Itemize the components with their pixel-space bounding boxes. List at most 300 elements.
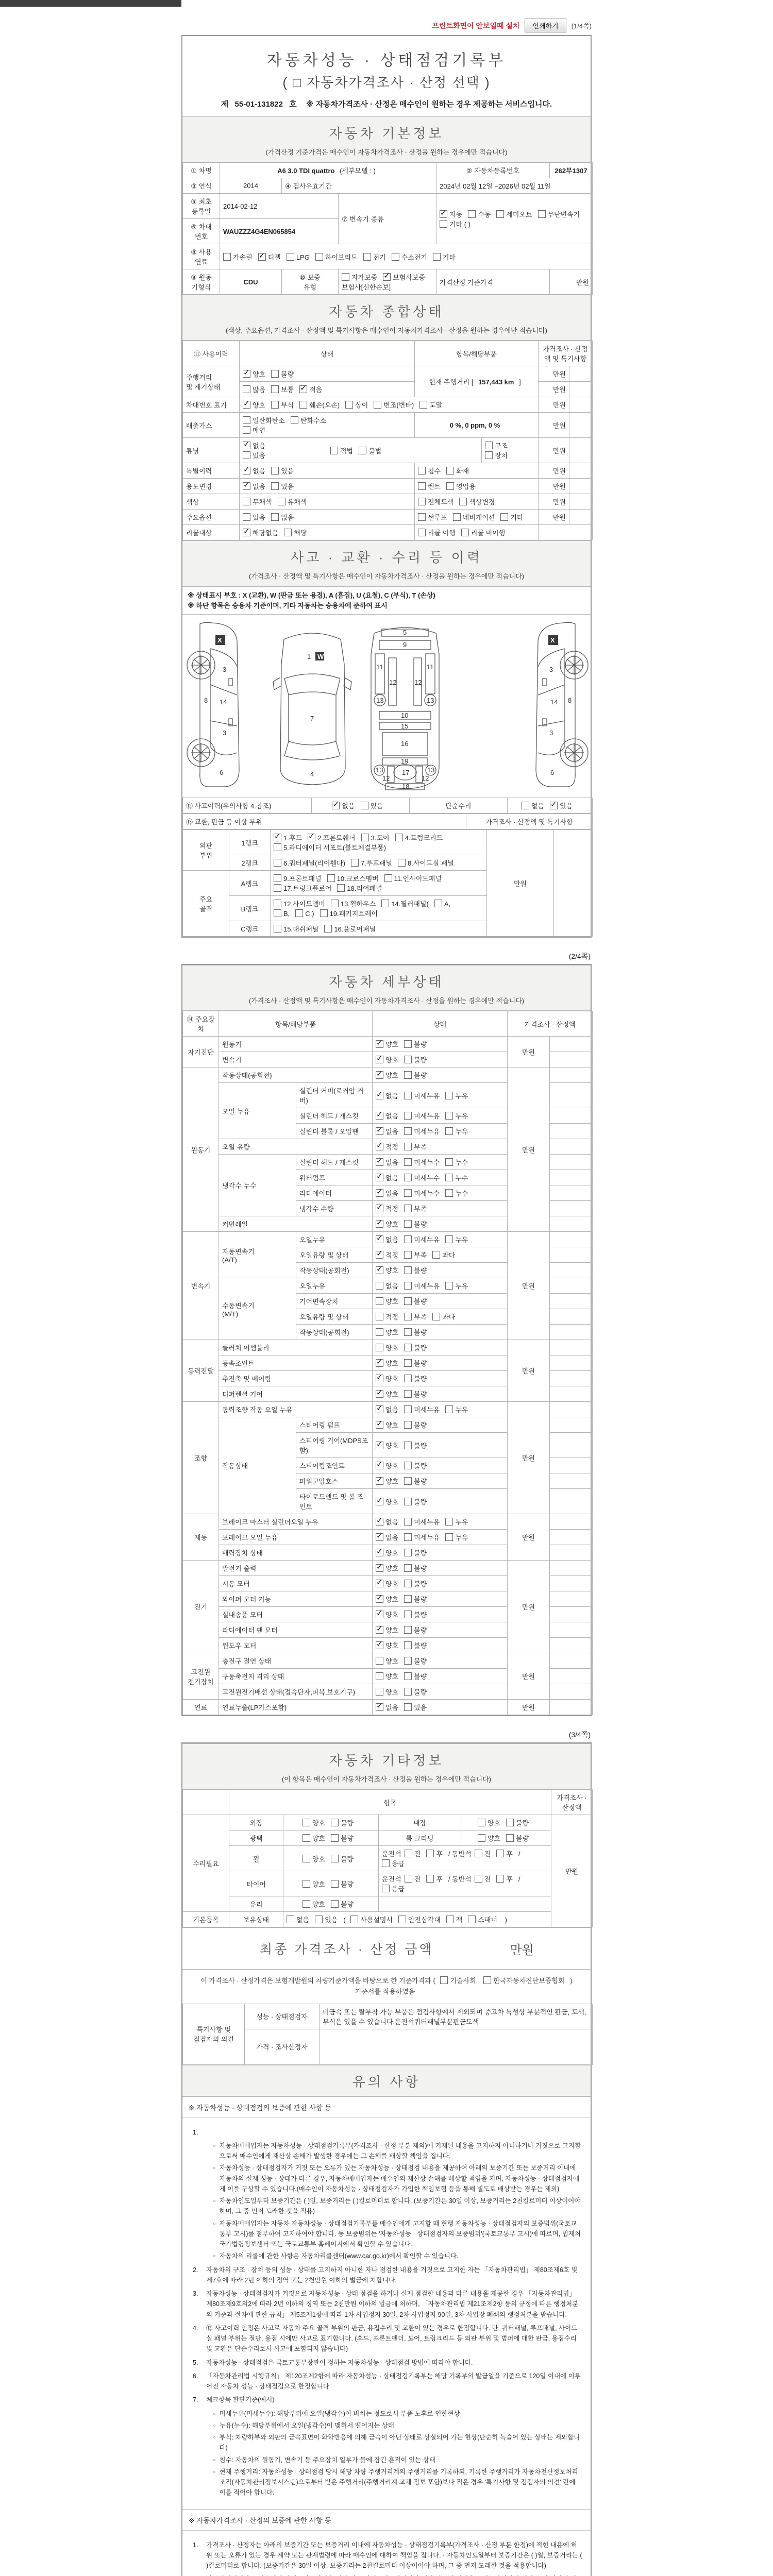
print-install-notice[interactable]: 프린트화면이 안보일때 설치 (432, 21, 520, 30)
checkbox-icon[interactable] (404, 1421, 412, 1429)
checkbox-checked-icon[interactable] (243, 529, 250, 536)
checkbox-option[interactable] (418, 466, 441, 476)
checkbox-option[interactable] (440, 209, 462, 219)
checkbox-icon[interactable] (506, 1834, 514, 1842)
checkbox-icon[interactable] (404, 1518, 412, 1526)
checkbox-option[interactable] (376, 1404, 398, 1414)
checkbox-icon[interactable] (398, 859, 406, 867)
checkbox-option[interactable] (445, 1157, 468, 1167)
checkbox-option[interactable] (404, 1579, 427, 1588)
checkbox-option[interactable] (496, 1874, 513, 1884)
checkbox-checked-icon[interactable] (376, 1442, 383, 1449)
checkbox-checked-icon[interactable] (376, 1359, 383, 1367)
checkbox-checked-icon[interactable] (440, 210, 447, 218)
checkbox-checked-icon[interactable] (550, 802, 558, 809)
checkbox-option[interactable] (426, 1874, 443, 1884)
checkbox-icon[interactable] (483, 1976, 491, 1984)
checkbox-icon[interactable] (445, 1092, 453, 1099)
checkbox-checked-icon[interactable] (376, 1641, 383, 1649)
checkbox-option[interactable] (376, 1039, 398, 1049)
checkbox-option[interactable] (404, 1461, 427, 1470)
checkbox-checked-icon[interactable] (376, 1580, 383, 1587)
checkbox-option[interactable] (274, 873, 322, 883)
checkbox-option[interactable] (376, 1173, 398, 1182)
checkbox-option[interactable] (418, 512, 447, 522)
checkbox-option[interactable] (446, 481, 476, 491)
checkbox-option[interactable] (376, 1250, 398, 1260)
checkbox-icon[interactable] (404, 1127, 412, 1135)
checkbox-option[interactable] (376, 1374, 398, 1383)
checkbox-option[interactable] (445, 1111, 468, 1121)
checkbox-option[interactable] (376, 1204, 398, 1213)
checkbox-icon[interactable] (445, 1112, 453, 1120)
checkbox-option[interactable] (243, 425, 265, 435)
checkbox-icon[interactable] (320, 909, 328, 917)
checkbox-option[interactable] (404, 1188, 440, 1198)
checkbox-option[interactable] (361, 833, 390, 842)
checkbox-option[interactable] (374, 400, 414, 410)
checkbox-option[interactable] (404, 1640, 427, 1650)
checkbox-option[interactable] (404, 1039, 427, 1049)
checkbox-option[interactable] (376, 1389, 398, 1399)
checkbox-option[interactable] (445, 1404, 468, 1414)
checkbox-icon[interactable] (404, 1112, 412, 1120)
checkbox-checked-icon[interactable] (376, 1158, 383, 1166)
checkbox-icon[interactable] (303, 1880, 310, 1888)
checkbox-icon[interactable] (382, 1859, 390, 1867)
checkbox-icon[interactable] (404, 1174, 412, 1181)
checkbox-icon[interactable] (404, 1220, 412, 1228)
checkbox-icon[interactable] (271, 385, 279, 393)
checkbox-option[interactable] (303, 1854, 325, 1863)
checkbox-icon[interactable] (324, 925, 332, 933)
checkbox-option[interactable] (376, 1188, 398, 1198)
checkbox-option[interactable] (376, 1157, 398, 1167)
checkbox-icon[interactable] (376, 1297, 383, 1305)
checkbox-option[interactable] (398, 1914, 441, 1924)
checkbox-checked-icon[interactable] (376, 1477, 383, 1485)
checkbox-option[interactable] (295, 909, 314, 918)
checkbox-option[interactable] (445, 1091, 468, 1100)
checkbox-checked-icon[interactable] (299, 385, 307, 393)
checkbox-checked-icon[interactable] (376, 1205, 383, 1212)
checkbox-option[interactable] (404, 1687, 427, 1697)
checkbox-option[interactable] (376, 1671, 398, 1681)
checkbox-option[interactable] (404, 1671, 427, 1681)
checkbox-option[interactable] (405, 1849, 421, 1858)
checkbox-icon[interactable] (404, 1390, 412, 1398)
checkbox-option[interactable] (376, 1126, 398, 1136)
checkbox-icon[interactable] (404, 1071, 412, 1079)
checkbox-icon[interactable] (315, 253, 323, 261)
checkbox-option[interactable] (433, 252, 456, 262)
checkbox-option[interactable] (376, 1476, 398, 1486)
checkbox-option[interactable] (404, 1594, 427, 1604)
checkbox-option[interactable] (303, 1833, 325, 1843)
checkbox-option[interactable] (363, 252, 386, 262)
checkbox-option[interactable] (284, 528, 307, 537)
checkbox-option[interactable] (376, 1497, 398, 1506)
checkbox-icon[interactable] (291, 416, 298, 424)
checkbox-option[interactable] (243, 466, 265, 476)
checkbox-icon[interactable] (359, 447, 366, 454)
checkbox-checked-icon[interactable] (376, 1071, 383, 1079)
checkbox-icon[interactable] (271, 401, 279, 409)
checkbox-checked-icon[interactable] (376, 1143, 383, 1150)
checkbox-icon[interactable] (445, 1174, 453, 1181)
checkbox-option[interactable] (500, 512, 523, 522)
checkbox-checked-icon[interactable] (243, 482, 250, 490)
checkbox-option[interactable] (445, 1188, 468, 1198)
checkbox-icon[interactable] (468, 1916, 476, 1923)
checkbox-option[interactable] (331, 1854, 354, 1863)
checkbox-option[interactable] (243, 497, 272, 506)
checkbox-option[interactable] (376, 1265, 398, 1275)
checkbox-icon[interactable] (404, 1282, 412, 1290)
checkbox-icon[interactable] (496, 210, 504, 218)
checkbox-icon[interactable] (404, 1703, 412, 1711)
checkbox-option[interactable] (274, 883, 331, 893)
checkbox-option[interactable] (404, 1517, 440, 1527)
checkbox-option[interactable] (331, 1899, 354, 1909)
checkbox-icon[interactable] (404, 1477, 412, 1485)
checkbox-option[interactable] (404, 1219, 427, 1229)
checkbox-option[interactable] (376, 1091, 398, 1100)
checkbox-checked-icon[interactable] (376, 1220, 383, 1228)
checkbox-option[interactable] (376, 1548, 398, 1557)
checkbox-icon[interactable] (404, 1359, 412, 1367)
checkbox-option[interactable] (258, 252, 281, 262)
checkbox-option[interactable] (376, 1327, 398, 1337)
checkbox-option[interactable] (404, 1532, 440, 1542)
checkbox-option[interactable] (506, 1833, 529, 1843)
checkbox-option[interactable] (243, 384, 265, 394)
checkbox-option[interactable] (332, 801, 355, 810)
checkbox-option[interactable] (315, 252, 358, 262)
checkbox-icon[interactable] (404, 1040, 412, 1048)
checkbox-icon[interactable] (404, 1611, 412, 1618)
checkbox-option[interactable] (445, 1517, 468, 1527)
checkbox-checked-icon[interactable] (376, 1564, 383, 1572)
checkbox-icon[interactable] (404, 1158, 412, 1166)
checkbox-option[interactable] (361, 801, 383, 810)
checkbox-icon[interactable] (361, 834, 369, 841)
checkbox-option[interactable] (418, 497, 453, 506)
checkbox-icon[interactable] (418, 529, 426, 536)
checkbox-icon[interactable] (274, 925, 281, 933)
checkbox-icon[interactable] (445, 1533, 453, 1541)
checkbox-option[interactable] (376, 1281, 398, 1291)
checkbox-option[interactable] (381, 899, 429, 908)
checkbox-option[interactable] (418, 481, 441, 491)
checkbox-option[interactable] (376, 1625, 398, 1635)
checkbox-checked-icon[interactable] (332, 802, 340, 809)
checkbox-option[interactable] (398, 858, 454, 868)
checkbox-icon[interactable] (331, 1900, 339, 1908)
checkbox-icon[interactable] (461, 529, 469, 536)
checkbox-option[interactable] (308, 833, 356, 842)
checkbox-checked-icon[interactable] (376, 1462, 383, 1469)
checkbox-icon[interactable] (446, 1916, 454, 1923)
checkbox-icon[interactable] (331, 1855, 339, 1862)
checkbox-icon[interactable] (243, 416, 250, 424)
checkbox-icon[interactable] (445, 1235, 453, 1243)
checkbox-option[interactable] (345, 400, 368, 410)
checkbox-option[interactable] (376, 1532, 398, 1542)
checkbox-option[interactable] (404, 1476, 427, 1486)
checkbox-option[interactable] (478, 1833, 500, 1843)
checkbox-icon[interactable] (404, 1297, 412, 1305)
checkbox-icon[interactable] (271, 467, 279, 474)
checkbox-icon[interactable] (404, 1595, 412, 1603)
checkbox-icon[interactable] (404, 1375, 412, 1382)
checkbox-option[interactable] (404, 1055, 427, 1064)
checkbox-icon[interactable] (223, 253, 231, 261)
checkbox-checked-icon[interactable] (376, 1127, 383, 1135)
checkbox-option[interactable] (475, 1849, 491, 1858)
checkbox-option[interactable] (404, 1374, 427, 1383)
checkbox-icon[interactable] (418, 482, 426, 490)
checkbox-option[interactable] (440, 1976, 478, 1987)
checkbox-option[interactable] (404, 1312, 427, 1321)
checkbox-icon[interactable] (404, 1533, 412, 1541)
checkbox-option[interactable] (327, 873, 379, 883)
checkbox-icon[interactable] (337, 884, 345, 892)
checkbox-option[interactable] (384, 873, 442, 883)
checkbox-option[interactable] (337, 883, 382, 893)
checkbox-option[interactable] (453, 512, 495, 522)
checkbox-icon[interactable] (395, 834, 403, 841)
checkbox-option[interactable] (446, 1914, 463, 1924)
checkbox-icon[interactable] (418, 498, 426, 505)
checkbox-option[interactable] (243, 528, 278, 537)
checkbox-icon[interactable] (374, 401, 381, 409)
checkbox-icon[interactable] (278, 498, 285, 505)
checkbox-icon[interactable] (327, 874, 335, 882)
checkbox-option[interactable] (376, 1563, 398, 1573)
checkbox-icon[interactable] (419, 401, 427, 409)
checkbox-option[interactable] (404, 1296, 427, 1306)
checkbox-option[interactable] (274, 833, 302, 842)
checkbox-icon[interactable] (404, 1657, 412, 1665)
checkbox-option[interactable] (271, 466, 294, 476)
checkbox-icon[interactable] (404, 1266, 412, 1274)
checkbox-icon[interactable] (404, 1462, 412, 1469)
checkbox-option[interactable] (376, 1687, 398, 1697)
checkbox-option[interactable] (404, 1142, 427, 1151)
checkbox-icon[interactable] (299, 401, 307, 409)
checkbox-option[interactable] (271, 400, 294, 410)
checkbox-icon[interactable] (404, 1498, 412, 1505)
checkbox-option[interactable] (376, 1702, 398, 1712)
checkbox-checked-icon[interactable] (376, 1518, 383, 1526)
checkbox-icon[interactable] (418, 467, 426, 474)
checkbox-option[interactable] (303, 1818, 325, 1827)
checkbox-icon[interactable] (445, 1127, 453, 1135)
checkbox-option[interactable] (278, 497, 307, 506)
checkbox-option[interactable] (376, 1142, 398, 1151)
checkbox-option[interactable] (496, 209, 532, 219)
checkbox-option[interactable] (331, 1833, 354, 1843)
checkbox-option[interactable] (376, 1579, 398, 1588)
checkbox-checked-icon[interactable] (376, 1533, 383, 1541)
checkbox-checked-icon[interactable] (243, 442, 250, 449)
checkbox-icon[interactable] (382, 1885, 390, 1892)
checkbox-icon[interactable] (404, 1205, 412, 1212)
checkbox-icon[interactable] (418, 513, 426, 521)
checkbox-checked-icon[interactable] (376, 1390, 383, 1398)
checkbox-icon[interactable] (376, 1344, 383, 1351)
checkbox-option[interactable] (550, 801, 573, 810)
checkbox-option[interactable] (376, 1640, 398, 1650)
checkbox-option[interactable] (271, 512, 294, 522)
checkbox-option[interactable] (395, 833, 443, 842)
checkbox-icon[interactable] (404, 1672, 412, 1680)
checkbox-checked-icon[interactable] (243, 370, 250, 378)
checkbox-option[interactable] (404, 1126, 440, 1136)
checkbox-icon[interactable] (274, 843, 281, 851)
checkbox-checked-icon[interactable] (243, 467, 250, 474)
checkbox-option[interactable] (376, 1358, 398, 1368)
checkbox-icon[interactable] (440, 1976, 448, 1984)
checkbox-option[interactable] (291, 415, 326, 425)
checkbox-option[interactable] (392, 252, 427, 262)
checkbox-option[interactable] (243, 400, 265, 410)
checkbox-option[interactable] (243, 415, 285, 425)
checkbox-option[interactable] (299, 384, 322, 394)
checkbox-checked-icon[interactable] (376, 1498, 383, 1505)
checkbox-icon[interactable] (445, 1158, 453, 1166)
checkbox-icon[interactable] (303, 1834, 310, 1842)
checkbox-icon[interactable] (440, 220, 447, 228)
checkbox-checked-icon[interactable] (376, 1092, 383, 1099)
checkbox-option[interactable] (461, 528, 505, 537)
checkbox-icon[interactable] (271, 370, 279, 378)
checkbox-option[interactable] (404, 1625, 427, 1635)
checkbox-icon[interactable] (345, 401, 353, 409)
checkbox-option[interactable] (432, 1312, 455, 1321)
checkbox-option[interactable] (506, 1818, 529, 1827)
checkbox-icon[interactable] (351, 859, 359, 867)
checkbox-option[interactable] (445, 1532, 468, 1542)
checkbox-icon[interactable] (376, 1688, 383, 1696)
checkbox-option[interactable] (223, 252, 253, 262)
checkbox-icon[interactable] (404, 1641, 412, 1649)
checkbox-icon[interactable] (434, 900, 442, 907)
checkbox-checked-icon[interactable] (308, 834, 315, 841)
checkbox-option[interactable] (331, 1879, 354, 1889)
checkbox-option[interactable] (274, 858, 345, 868)
checkbox-option[interactable] (418, 528, 456, 537)
checkbox-option[interactable] (274, 899, 325, 908)
checkbox-option[interactable] (274, 842, 386, 852)
checkbox-option[interactable] (404, 1497, 427, 1506)
checkbox-icon[interactable] (243, 385, 250, 393)
checkbox-checked-icon[interactable] (376, 1174, 383, 1181)
checkbox-icon[interactable] (243, 451, 250, 459)
checkbox-icon[interactable] (446, 467, 454, 474)
checkbox-option[interactable] (404, 1548, 427, 1557)
checkbox-option[interactable] (274, 909, 290, 918)
checkbox-option[interactable] (342, 272, 377, 282)
checkbox-icon[interactable] (295, 909, 303, 917)
checkbox-option[interactable] (445, 1126, 468, 1136)
checkbox-icon[interactable] (361, 802, 368, 809)
checkbox-option[interactable] (376, 1219, 398, 1229)
checkbox-option[interactable] (404, 1070, 427, 1080)
checkbox-icon[interactable] (381, 900, 389, 907)
checkbox-icon[interactable] (404, 1580, 412, 1587)
checkbox-option[interactable] (383, 272, 425, 282)
checkbox-option[interactable] (320, 908, 378, 918)
checkbox-icon[interactable] (404, 1626, 412, 1634)
checkbox-option[interactable] (274, 924, 318, 934)
checkbox-icon[interactable] (284, 529, 292, 536)
checkbox-icon[interactable] (432, 1313, 440, 1320)
checkbox-option[interactable] (404, 1234, 440, 1244)
checkbox-icon[interactable] (404, 1189, 412, 1197)
checkbox-icon[interactable] (287, 1916, 294, 1923)
checkbox-option[interactable] (485, 450, 508, 460)
checkbox-icon[interactable] (331, 1834, 339, 1842)
checkbox-option[interactable] (404, 1281, 440, 1291)
checkbox-option[interactable] (376, 1055, 398, 1064)
checkbox-icon[interactable] (274, 859, 281, 867)
checkbox-checked-icon[interactable] (376, 1549, 383, 1556)
checkbox-icon[interactable] (459, 498, 467, 505)
checkbox-option[interactable] (432, 1250, 455, 1260)
checkbox-icon[interactable] (404, 1328, 412, 1336)
checkbox-checked-icon[interactable] (376, 1251, 383, 1259)
checkbox-option[interactable] (404, 1343, 427, 1352)
checkbox-icon[interactable] (500, 513, 508, 521)
checkbox-checked-icon[interactable] (376, 1189, 383, 1197)
checkbox-icon[interactable] (404, 1688, 412, 1696)
checkbox-icon[interactable] (404, 1405, 412, 1413)
checkbox-option[interactable] (483, 1976, 564, 1987)
checkbox-icon[interactable] (331, 1819, 339, 1826)
checkbox-icon[interactable] (274, 900, 281, 907)
checkbox-option[interactable] (376, 1609, 398, 1619)
checkbox-icon[interactable] (274, 909, 281, 917)
checkbox-icon[interactable] (271, 482, 279, 490)
checkbox-option[interactable] (468, 1914, 497, 1924)
checkbox-icon[interactable] (315, 1916, 323, 1923)
checkbox-option[interactable] (376, 1343, 398, 1352)
checkbox-option[interactable] (404, 1702, 427, 1712)
checkbox-checked-icon[interactable] (376, 1611, 383, 1618)
checkbox-option[interactable] (331, 1818, 354, 1827)
checkbox-option[interactable] (287, 253, 310, 261)
checkbox-checked-icon[interactable] (274, 834, 281, 841)
checkbox-icon[interactable] (303, 1819, 310, 1826)
checkbox-option[interactable] (404, 1204, 427, 1213)
checkbox-icon[interactable] (445, 1405, 453, 1413)
checkbox-option[interactable] (538, 209, 580, 219)
checkbox-option[interactable] (459, 497, 495, 506)
checkbox-option[interactable] (446, 466, 469, 476)
checkbox-checked-icon[interactable] (383, 273, 391, 281)
checkbox-option[interactable] (351, 858, 392, 868)
checkbox-icon[interactable] (287, 253, 294, 261)
checkbox-checked-icon[interactable] (258, 253, 266, 261)
checkbox-option[interactable] (271, 369, 294, 379)
checkbox-checked-icon[interactable] (376, 1040, 383, 1048)
checkbox-option[interactable] (404, 1656, 427, 1666)
checkbox-option[interactable] (376, 1594, 398, 1604)
checkbox-option[interactable] (404, 1111, 440, 1121)
checkbox-icon[interactable] (432, 1251, 440, 1259)
